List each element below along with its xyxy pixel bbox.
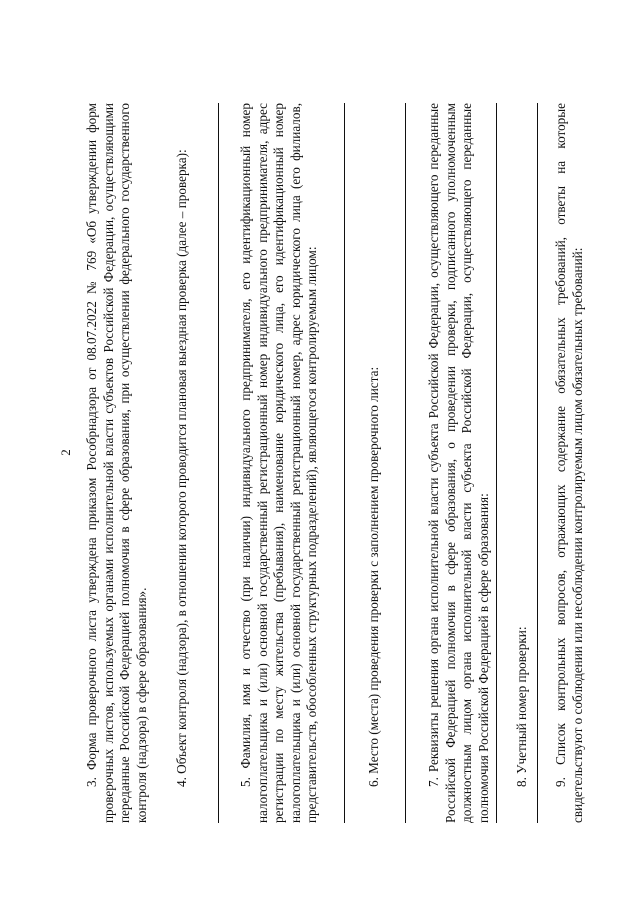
page-number: 2	[58, 449, 73, 456]
blank-line-item-7	[496, 103, 497, 823]
paragraph-item-4: 4. Объект контроля (надзора), в отношении которого проводится плановая выездная проверка (далее – проверка):	[174, 149, 189, 787]
blank-line-item-4	[218, 103, 219, 823]
blank-line-item-8	[537, 103, 538, 823]
paragraph-item-8: 8. Учетный номер проверки:	[514, 626, 529, 787]
paragraph-item-9: 9. Список контрольных вопросов, отражающих содержание обязательных требований, ответы на которые свидетельствуют о соблюдении или несоблюдении контролируемым лицом обязательных требований:	[553, 103, 585, 823]
paragraph-item-6: 6. Место (места) проведения проверки с заполнением проверочного листа:	[366, 366, 381, 787]
document-page	[48, 20, 593, 885]
paragraph-item-7: 7. Реквизиты решения органа исполнительной власти субъекта Российской Федерации, осуществляющего переданные Российской Федерацией полномочия в сфере образования, о проведении проверки, подписанного уполномоченным должностным лицом органа исполнительной власти субъекта Российской Федерации, осуществляющего переданные полномочия Российской Федерацией в сфере образования:	[426, 103, 491, 823]
paragraph-item-3: 3. Форма проверочного листа утверждена приказом Рособрнадзора от 08.07.2022 № 769 «Об утверждении форм проверочных листов, используемых органами исполнительной власти субъектов Российской Федерации, осуществляющими переданные Российской Федерацией полномочия в сфере образования, при осуществлении федерального государственного контроля (надзора) в сфере образования».	[84, 103, 149, 823]
blank-line-item-6	[405, 103, 406, 823]
paragraph-item-5: 5. Фамилия, имя и отчество (при наличии) индивидуального предпринимателя, его идентификационный номер налогоплательщика и (или) основной государственный регистрационный номер индивидуального предпринимателя, адрес регистрации по месту жительства (пребывания), наименование юридического лица, его идентификационный номер налогоплательщика и (или) основной государственный регистрационный номер, адрес юридического лица (его филиалов, представительств, обособленных структурных подразделений), являющегося контролируемым лицом:	[238, 103, 320, 823]
blank-line-item-5	[344, 103, 345, 823]
